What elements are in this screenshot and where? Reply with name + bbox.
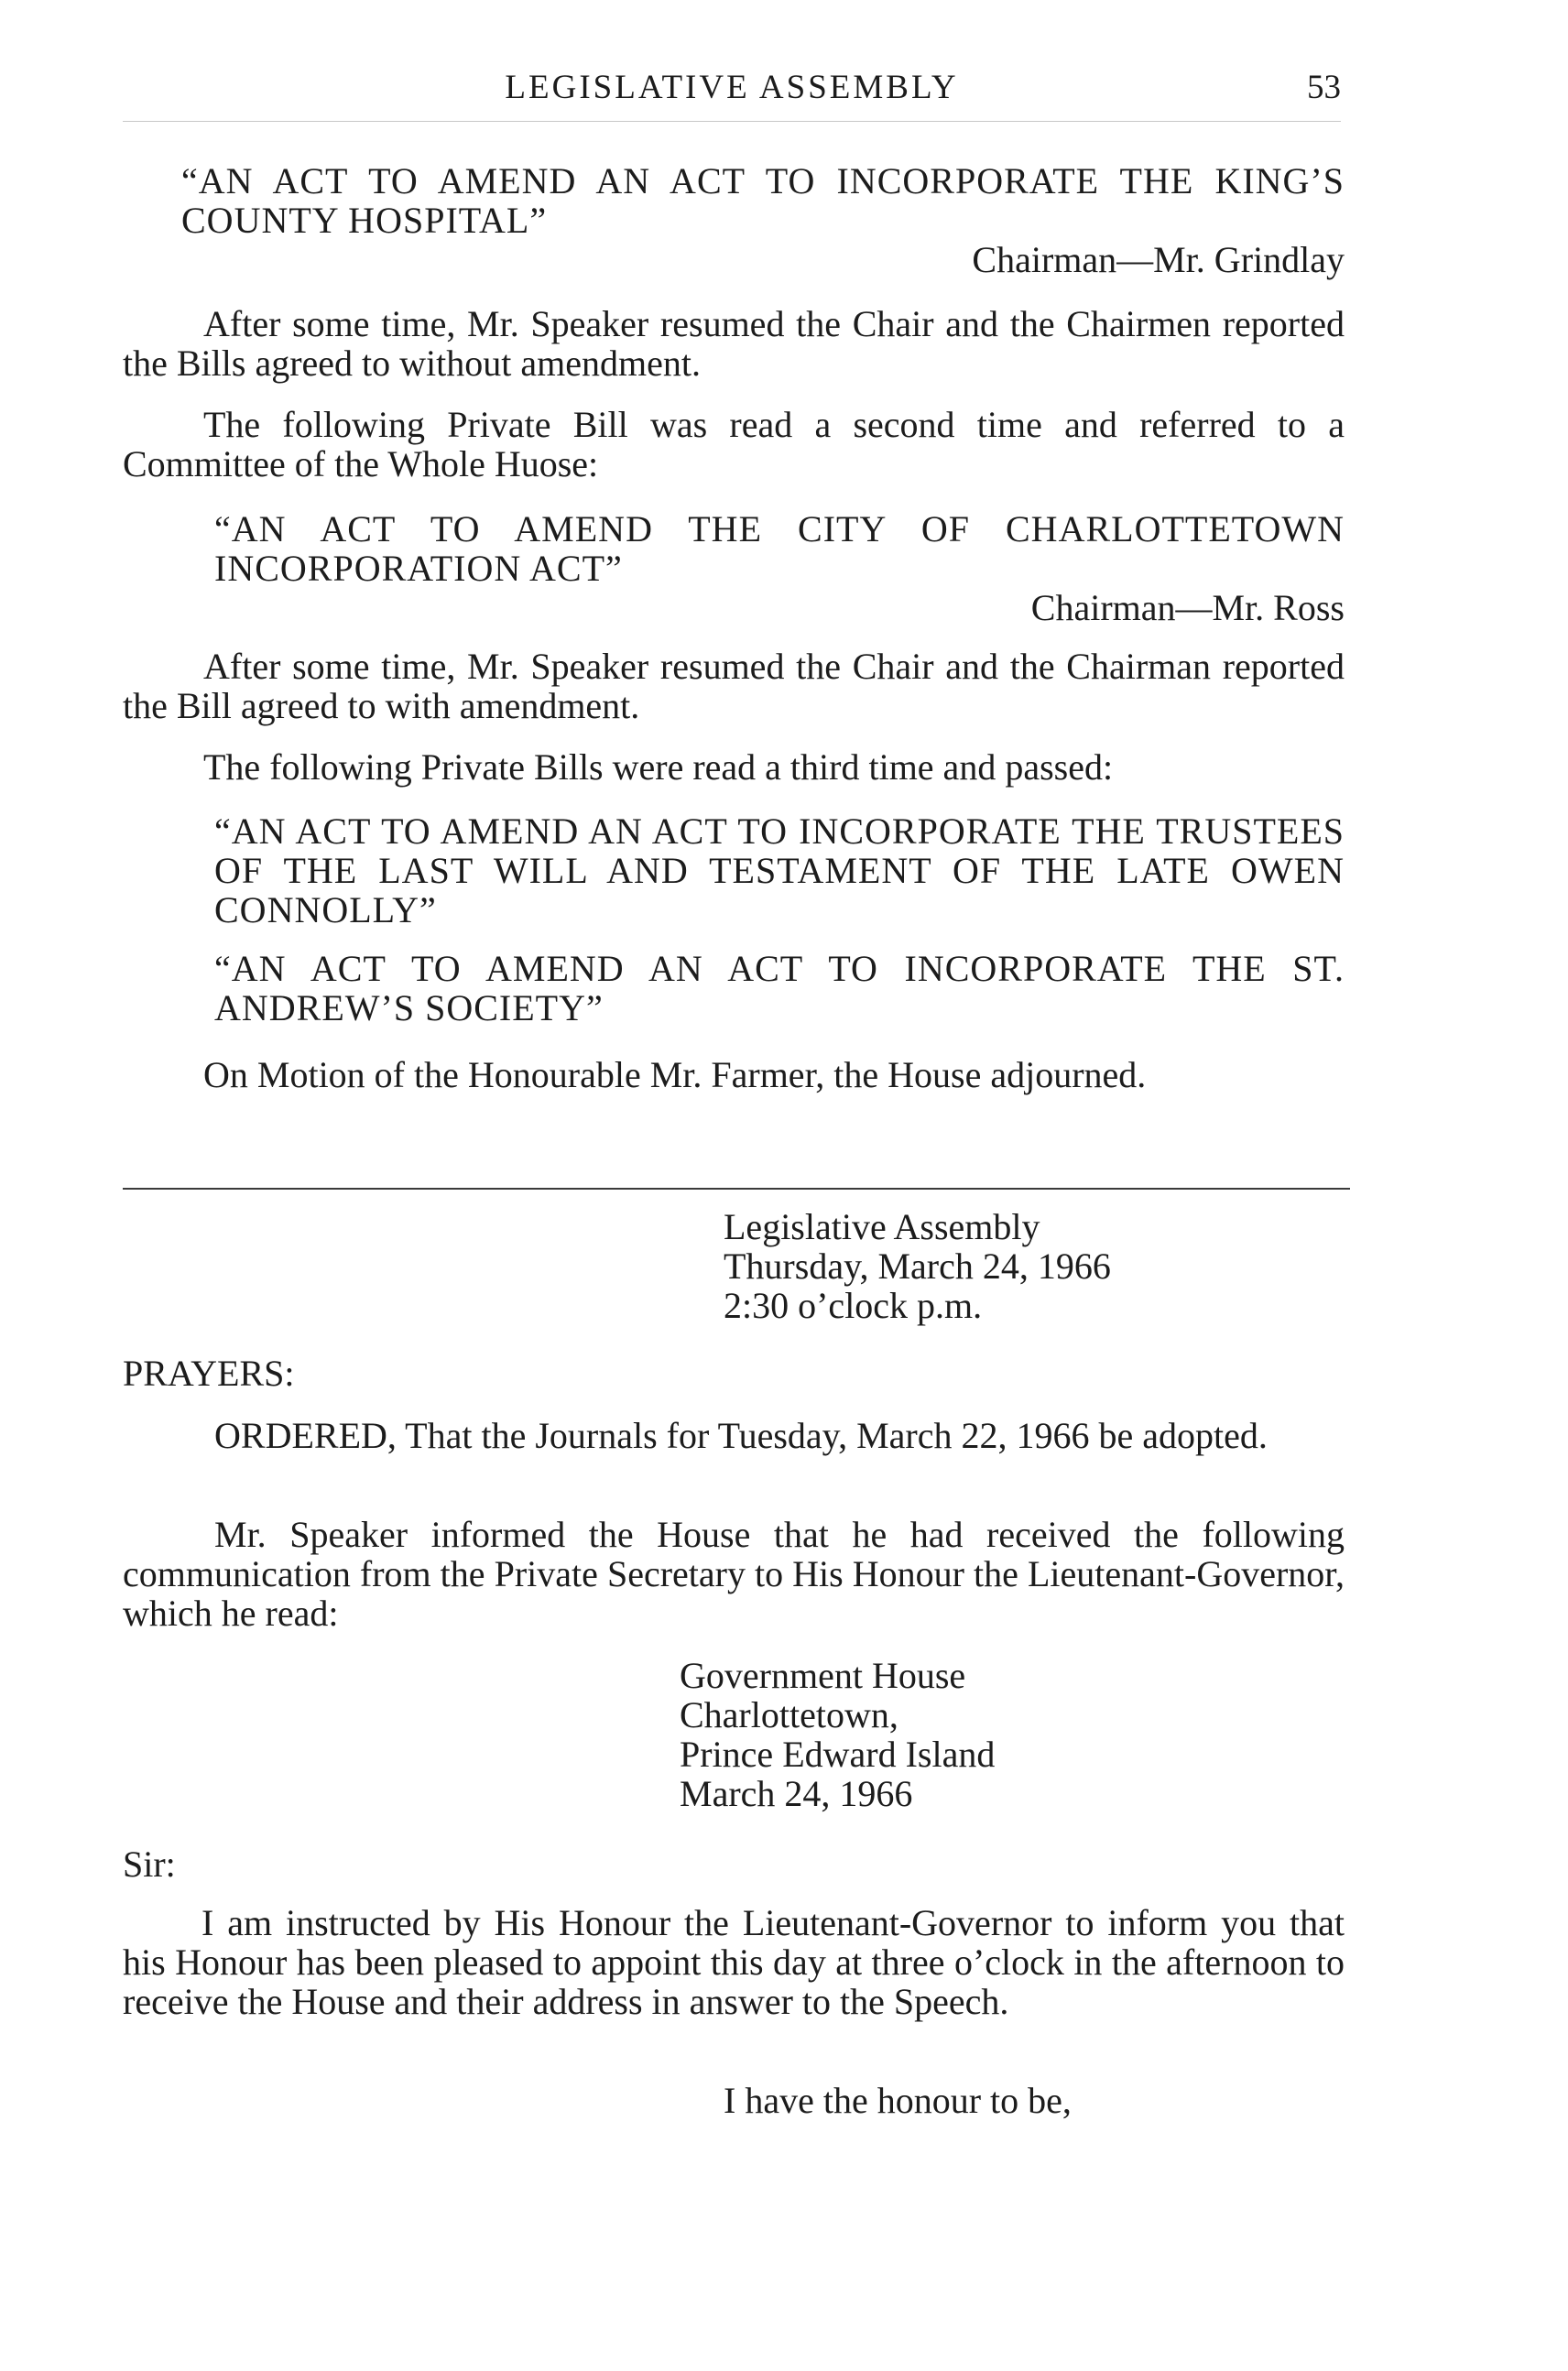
second-reading-paragraph: The following Private Bill was read a second time and referred to a Committee of the Whole Huose: — [123, 404, 1345, 484]
sitting-time: 2:30 o’clock p.m. — [724, 1285, 983, 1326]
chairman-grindlay: Chairman—Mr. Grindlay — [972, 239, 1345, 280]
bill-title-owen-connolly: “AN ACT TO AMEND AN ACT TO INCORPORATE THE TRUSTEES OF THE LAST WILL AND TESTAMENT OF THE LATE OWEN CONNOLLY” — [214, 810, 1345, 930]
chairman-ross: Chairman—Mr. Ross — [1030, 587, 1345, 628]
speaker-informed-paragraph: Mr. Speaker informed the House that he had received the following communication from the Private Secretary to His Honour the Lieutenant-Governor, which he read: — [123, 1514, 1345, 1634]
third-reading-paragraph: The following Private Bills were read a third time and passed: — [203, 746, 1114, 788]
sitting-date: Thursday, March 24, 1966 — [724, 1245, 1111, 1287]
letter-body: I am instructed by His Honour the Lieutenant-Governor to inform you that his Honour has been pleased to appoint this day at three o’clock in the afternoon to receive the House and their address in answer to the Speech. — [123, 1902, 1345, 2022]
letter-address-line-2: Charlottetown, — [680, 1694, 898, 1735]
letter-date: March 24, 1966 — [680, 1773, 913, 1814]
sitting-heading — [724, 1207, 1310, 1325]
page-number: 53 — [1307, 69, 1341, 106]
bill-title-kings-county-hospital: “AN ACT TO AMEND AN ACT TO INCORPORATE THE KING’S COUNTY HOSPITAL” — [181, 160, 1345, 241]
letter-address-line-3: Prince Edward Island — [680, 1734, 996, 1775]
committee-report-paragraph-2: After some time, Mr. Speaker resumed the Chair and the Chairman reported the Bill agreed to with amendment. — [123, 646, 1345, 726]
ordered-paragraph: ORDERED, That the Journals for Tuesday, March 22, 1966 be adopted. — [214, 1415, 1268, 1456]
page-header — [123, 66, 1341, 122]
running-title: LEGISLATIVE ASSEMBLY — [505, 69, 959, 106]
letter-address — [680, 1656, 1266, 1813]
bill-title-charlottetown: “AN ACT TO AMEND THE CITY OF CHARLOTTETOWN INCORPORATION ACT” — [214, 508, 1345, 589]
sitting-body: Legislative Assembly — [724, 1206, 1040, 1247]
committee-report-paragraph-1: After some time, Mr. Speaker resumed the Chair and the Chairmen reported the Bills agreed to without amendment. — [123, 303, 1345, 384]
letter-salutation: Sir: — [123, 1844, 176, 1885]
bill-title-st-andrews-society: “AN ACT TO AMEND AN ACT TO INCORPORATE THE ST. ANDREW’S SOCIETY” — [214, 948, 1345, 1028]
adjournment-paragraph: On Motion of the Honourable Mr. Farmer, the House adjourned. — [203, 1054, 1147, 1095]
letter-address-line-1: Government House — [680, 1655, 966, 1696]
letter-closing: I have the honour to be, — [724, 2080, 1072, 2121]
section-divider — [123, 1188, 1350, 1190]
prayers-heading: PRAYERS: — [123, 1353, 295, 1394]
